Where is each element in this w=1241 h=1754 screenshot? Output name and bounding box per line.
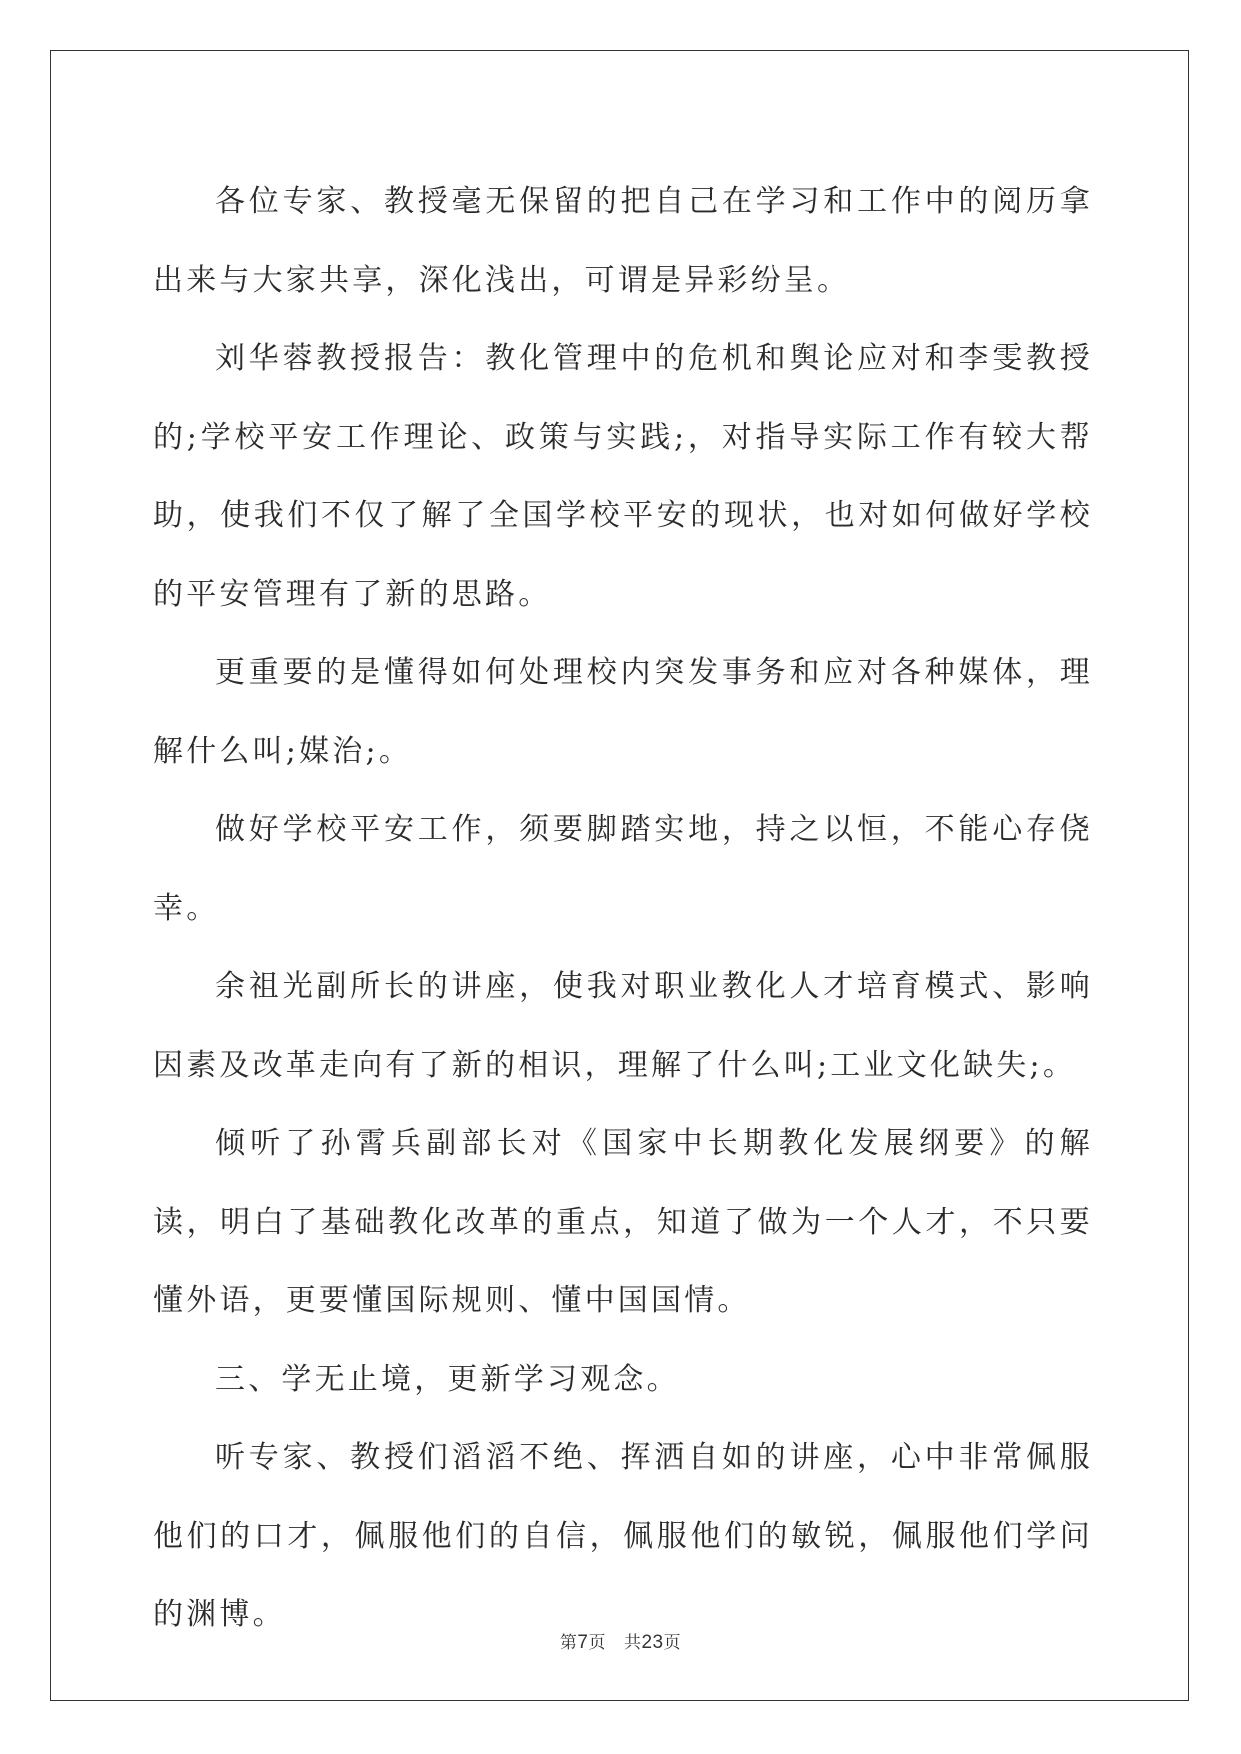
- total-pages: 23: [641, 1632, 664, 1653]
- page-prefix: 第: [559, 1633, 578, 1653]
- paragraph-8: 听专家、教授们滔滔不绝、挥洒自如的讲座，心中非常佩服他们的口才，佩服他们的自信，佩服他们的敏锐，佩服他们学问的渊博。: [153, 1440, 1093, 1632]
- paragraph-7: 三、学无止境，更新学习观念。: [215, 1361, 680, 1397]
- paragraph-1: 各位专家、教授毫无保留的把自己在学习和工作中的阅历拿出来与大家共享，深化浅出，可谓是异彩纷呈。: [153, 184, 1093, 298]
- page-footer: [0, 1628, 1241, 1654]
- paragraph-3: 更重要的是懂得如何处理校内突发事务和应对各种媒体，理解什么叫;媒治;。: [153, 655, 1093, 769]
- paragraph-2: 刘华蓉教授报告：教化管理中的危机和舆论应对和李雯教授的;学校平安工作理论、政策与实践;，对指导实际工作有较大帮助，使我们不仅了解了全国学校平安的现状，也对如何做好学校的平安管理有了新的思路。: [153, 341, 1093, 612]
- total-prefix: 共: [623, 1633, 642, 1653]
- paragraph-4: 做好学校平安工作，须要脚踏实地，持之以恒，不能心存侥幸。: [153, 812, 1093, 926]
- paragraph-6: 倾听了孙霄兵副部长对《国家中长期教化发展纲要》的解读，明白了基础教化改革的重点，知道了做为一个人才，不只要懂外语，更要懂国际规则、懂中国国情。: [153, 1126, 1093, 1318]
- document-body: [153, 163, 1093, 1655]
- total-suffix: 页: [663, 1633, 682, 1653]
- page-number: 7: [577, 1632, 589, 1653]
- paragraph-5: 余祖光副所长的讲座，使我对职业教化人才培育模式、影响因素及改革走向有了新的相识，理解了什么叫;工业文化缺失;。: [153, 969, 1093, 1083]
- page-suffix: 页: [588, 1633, 606, 1653]
